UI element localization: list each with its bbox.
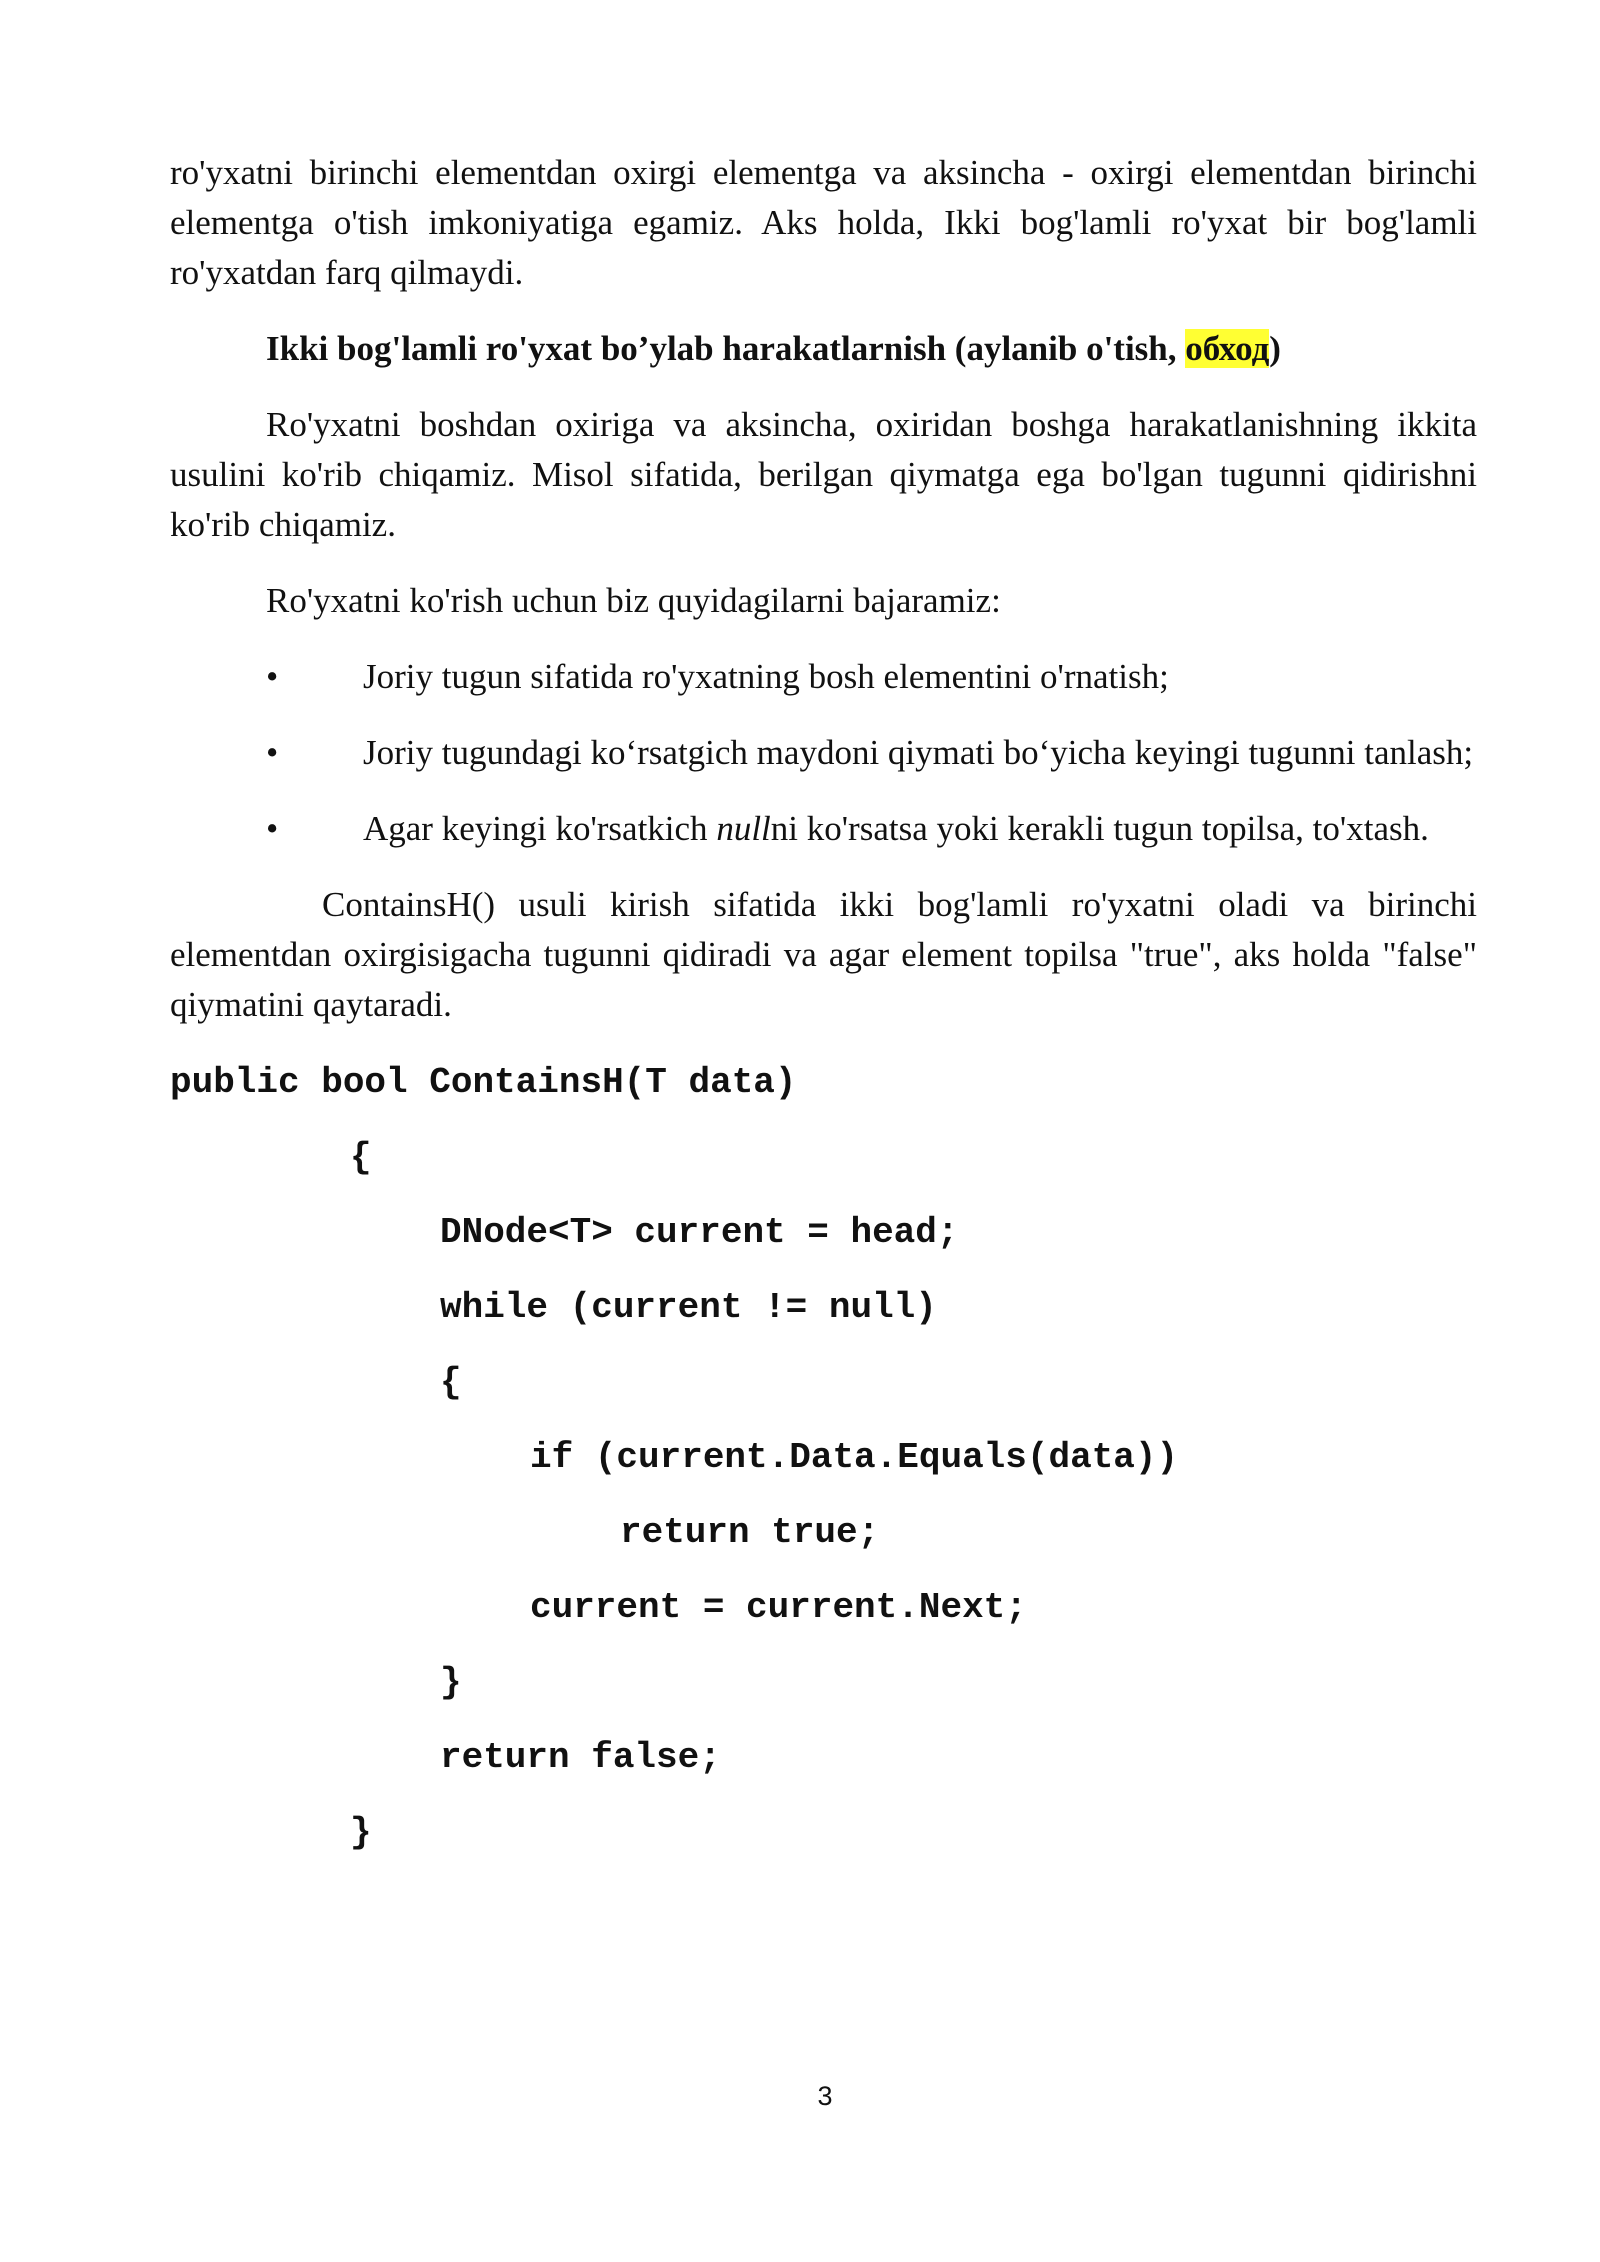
bullet-text-3-null: null (716, 809, 771, 848)
code-line: while (current != null) (440, 1287, 937, 1328)
code-line: { (350, 1137, 372, 1178)
bullet-text-3b: ni ko'rsatsa yoki kerakli tugun topilsa, to'xtash. (770, 809, 1429, 848)
code-line: } (440, 1662, 462, 1703)
heading-highlight: обход (1185, 329, 1270, 368)
bullet-item-3 (170, 804, 1477, 854)
document-page (170, 148, 1477, 1883)
page-number: 3 (817, 2081, 833, 2111)
paragraph-containsh: ContainsH() usuli kirish sifatida ikki bog'lamli ro'yxatni oladi va birinchi elementdan oxirgisigacha tugunni qidiradi va agar element topilsa "true", aks holda "false" qiymatini qaytaradi. (170, 885, 1477, 1024)
bullet-text-2: Joriy tugundagi ko‘rsatgich maydoni qiymati bo‘yicha keyingi tugunni tanlash; (363, 733, 1474, 772)
code-line: return false; (440, 1737, 721, 1778)
bullet-symbol: • (266, 733, 279, 772)
bullet-text-1: Joriy tugun sifatida ro'yxatning bosh elementini o'rnatish; (363, 657, 1169, 696)
paragraph-steps-intro: Ro'yxatni ko'rish uchun biz quyidagilarni bajaramiz: (266, 581, 1001, 620)
bullet-symbol: • (266, 809, 279, 848)
code-line: DNode<T> current = head; (440, 1212, 959, 1253)
paragraph-intro: ro'yxatni birinchi elementdan oxirgi elementga va aksincha - oxirgi elementdan birinchi elementga o'tish imkoniyatiga egamiz. Aks holda, Ikki bog'lamli ro'yxat bir bog'lamli ro'yxatdan farq qilmaydi. (170, 153, 1477, 292)
bullet-text-3a: Agar keyingi ko'rsatkich (363, 809, 717, 848)
code-line: current = current.Next; (530, 1587, 1027, 1628)
code-line: { (440, 1362, 462, 1403)
code-line: } (350, 1812, 372, 1853)
section-heading (170, 324, 1477, 374)
heading-close: ) (1269, 329, 1281, 368)
code-line: if (current.Data.Equals(data)) (530, 1437, 1179, 1478)
bullet-symbol: • (266, 657, 279, 696)
code-line: return true; (620, 1512, 880, 1553)
paragraph-traversal: Ro'yxatni boshdan oxiriga va aksincha, oxiridan boshga harakatlanishning ikkita usulini ko'rib chiqamiz. Misol sifatida, berilgan qiymatga ega bo'lgan tugunni qidirishni ko'rib chiqamiz. (170, 405, 1477, 544)
bullet-item-1 (170, 652, 1477, 702)
bullet-item-2 (170, 728, 1477, 778)
code-line: public bool ContainsH(T data) (170, 1062, 797, 1103)
heading-text: Ikki bog'lamli ro'yxat bo’ylab harakatlarnish (aylanib o'tish, (266, 329, 1186, 368)
code-block (170, 1058, 1477, 1883)
